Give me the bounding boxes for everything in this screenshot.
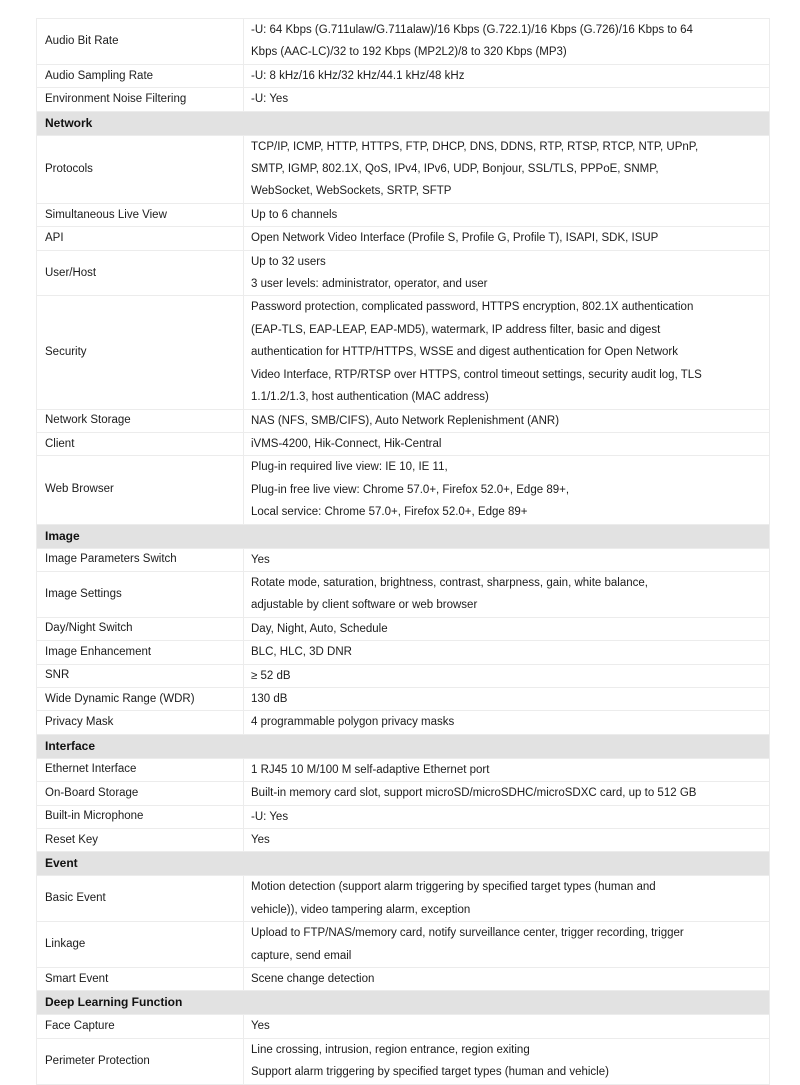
spec-row bbox=[37, 64, 769, 87]
spec-row bbox=[37, 432, 769, 455]
spec-value-line: capture, send email bbox=[251, 949, 352, 962]
spec-value-line: 130 dB bbox=[251, 692, 288, 705]
spec-label: Image Parameters Switch bbox=[37, 549, 244, 571]
spec-label: Simultaneous Live View bbox=[37, 204, 244, 226]
section-header-row bbox=[37, 851, 769, 875]
spec-value-line: authentication for HTTP/HTTPS, WSSE and digest authentication for Open Network bbox=[251, 346, 678, 359]
section-header-label: Image bbox=[45, 528, 80, 543]
spec-value bbox=[244, 88, 769, 110]
spec-row bbox=[37, 203, 769, 226]
spec-row bbox=[37, 710, 769, 733]
spec-row bbox=[37, 664, 769, 687]
spec-value bbox=[244, 829, 769, 851]
spec-value-line: 1 RJ45 10 M/100 M self-adaptive Ethernet port bbox=[251, 763, 490, 776]
spec-label: Audio Sampling Rate bbox=[37, 65, 244, 87]
section-header-row bbox=[37, 111, 769, 135]
spec-row bbox=[37, 19, 769, 64]
spec-value-line: Motion detection (support alarm triggering by specified target types (human and bbox=[251, 881, 656, 894]
spec-label: Basic Event bbox=[37, 876, 244, 921]
spec-row bbox=[37, 758, 769, 781]
spec-table bbox=[36, 18, 770, 1085]
spec-label: Ethernet Interface bbox=[37, 759, 244, 781]
spec-row bbox=[37, 967, 769, 990]
spec-label: Wide Dynamic Range (WDR) bbox=[37, 688, 244, 710]
spec-row bbox=[37, 875, 769, 921]
spec-value bbox=[244, 227, 769, 249]
spec-value-line: Video Interface, RTP/RTSP over HTTPS, control timeout settings, security audit log, TLS bbox=[251, 368, 702, 381]
spec-value-line: Up to 6 channels bbox=[251, 208, 338, 221]
spec-label: Perimeter Protection bbox=[37, 1039, 244, 1084]
spec-label: Image Settings bbox=[37, 572, 244, 617]
spec-label: API bbox=[37, 227, 244, 249]
spec-value bbox=[244, 1039, 769, 1084]
spec-label: Image Enhancement bbox=[37, 641, 244, 663]
spec-label: Client bbox=[37, 433, 244, 455]
section-header-label: Network bbox=[45, 115, 93, 130]
spec-label: Network Storage bbox=[37, 410, 244, 432]
spec-value bbox=[244, 204, 769, 226]
spec-row bbox=[37, 409, 769, 432]
spec-label: Web Browser bbox=[37, 456, 244, 523]
spec-row bbox=[37, 828, 769, 851]
spec-value-line: ≥ 52 dB bbox=[251, 669, 291, 682]
spec-label: Audio Bit Rate bbox=[37, 19, 244, 64]
spec-value-line: Yes bbox=[251, 1020, 270, 1033]
spec-value-line: Yes bbox=[251, 834, 270, 846]
spec-value bbox=[244, 572, 769, 617]
spec-value bbox=[244, 782, 769, 804]
section-header-label: Event bbox=[45, 856, 78, 871]
spec-row bbox=[37, 455, 769, 523]
spec-label: User/Host bbox=[37, 251, 244, 296]
spec-label: Privacy Mask bbox=[37, 711, 244, 733]
spec-value-line: 1.1/1.2/1.3, host authentication (MAC address) bbox=[251, 391, 489, 404]
spec-value bbox=[244, 1015, 769, 1037]
section-header-label: Interface bbox=[45, 738, 96, 753]
spec-value bbox=[244, 665, 769, 687]
spec-value-line: WebSocket, WebSockets, SRTP, SFTP bbox=[251, 185, 452, 198]
spec-row bbox=[37, 250, 769, 296]
spec-row bbox=[37, 226, 769, 249]
spec-value bbox=[244, 876, 769, 921]
spec-row bbox=[37, 135, 769, 203]
section-header-label: Deep Learning Function bbox=[45, 995, 183, 1010]
spec-value bbox=[244, 922, 769, 967]
section-header-row bbox=[37, 990, 769, 1014]
spec-value bbox=[244, 968, 769, 990]
spec-label: Security bbox=[37, 296, 244, 408]
spec-value-line: vehicle)), video tampering alarm, exception bbox=[251, 903, 471, 916]
spec-value-line: Kbps (AAC-LC)/32 to 192 Kbps (MP2L2)/8 to 320 Kbps (MP3) bbox=[251, 46, 567, 59]
spec-value-line: adjustable by client software or web browser bbox=[251, 599, 478, 612]
spec-value bbox=[244, 641, 769, 663]
spec-value-line: (EAP-TLS, EAP-LEAP, EAP-MD5), watermark, IP address filter, basic and digest bbox=[251, 323, 661, 336]
spec-value bbox=[244, 410, 769, 432]
spec-label: Day/Night Switch bbox=[37, 618, 244, 640]
section-header-row bbox=[37, 734, 769, 758]
spec-value bbox=[244, 759, 769, 781]
spec-label: Linkage bbox=[37, 922, 244, 967]
spec-value-line: Support alarm triggering by specified target types (human and vehicle) bbox=[251, 1066, 609, 1079]
spec-value-line: Day, Night, Auto, Schedule bbox=[251, 622, 388, 635]
spec-label: On-Board Storage bbox=[37, 782, 244, 804]
spec-value bbox=[244, 65, 769, 87]
spec-row bbox=[37, 1014, 769, 1037]
spec-value-line: Password protection, complicated password, HTTPS encryption, 802.1X authentication bbox=[251, 301, 694, 314]
spec-value-line: TCP/IP, ICMP, HTTP, HTTPS, FTP, DHCP, DNS, DDNS, RTP, RTSP, RTCP, NTP, UPnP, bbox=[251, 140, 699, 153]
spec-value bbox=[244, 296, 769, 408]
spec-value-line: BLC, HLC, 3D DNR bbox=[251, 646, 352, 659]
spec-value-line: Up to 32 users bbox=[251, 255, 326, 268]
spec-value-line: Plug-in free live view: Chrome 57.0+, Firefox 52.0+, Edge 89+, bbox=[251, 483, 570, 496]
spec-value-line: Scene change detection bbox=[251, 973, 375, 986]
spec-label: Face Capture bbox=[37, 1015, 244, 1037]
spec-row bbox=[37, 687, 769, 710]
spec-label: Smart Event bbox=[37, 968, 244, 990]
spec-row bbox=[37, 921, 769, 967]
spec-value bbox=[244, 711, 769, 733]
spec-label: Environment Noise Filtering bbox=[37, 88, 244, 110]
spec-value bbox=[244, 688, 769, 710]
spec-value bbox=[244, 433, 769, 455]
spec-value bbox=[244, 806, 769, 828]
spec-value-line: -U: Yes bbox=[251, 810, 289, 823]
spec-value-line: -U: 64 Kbps (G.711ulaw/G.711alaw)/16 Kbps (G.722.1)/16 Kbps (G.726)/16 Kbps to 64 bbox=[251, 24, 693, 36]
spec-value bbox=[244, 549, 769, 571]
spec-value-line: Plug-in required live view: IE 10, IE 11, bbox=[251, 461, 448, 474]
spec-value-line: Built-in memory card slot, support microSD/microSDHC/microSDXC card, up to 512 GB bbox=[251, 787, 697, 800]
spec-value-line: 4 programmable polygon privacy masks bbox=[251, 716, 455, 729]
spec-value-line: SMTP, IGMP, 802.1X, QoS, IPv4, IPv6, UDP, Bonjour, SSL/TLS, PPPoE, SNMP, bbox=[251, 163, 659, 176]
spec-row bbox=[37, 295, 769, 408]
spec-value-line: iVMS-4200, Hik-Connect, Hik-Central bbox=[251, 437, 442, 450]
spec-value-line: Local service: Chrome 57.0+, Firefox 52.0+, Edge 89+ bbox=[251, 506, 528, 519]
spec-value-line: Yes bbox=[251, 553, 270, 566]
spec-value-line: Rotate mode, saturation, brightness, contrast, sharpness, gain, white balance, bbox=[251, 576, 648, 589]
spec-value-line: Line crossing, intrusion, region entrance, region exiting bbox=[251, 1043, 530, 1056]
spec-value-line: Open Network Video Interface (Profile S, Profile G, Profile T), ISAPI, SDK, ISUP bbox=[251, 232, 659, 245]
spec-value-line: 3 user levels: administrator, operator, and user bbox=[251, 278, 488, 291]
spec-row bbox=[37, 781, 769, 804]
spec-row bbox=[37, 805, 769, 828]
spec-value-line: Upload to FTP/NAS/memory card, notify surveillance center, trigger recording, trigger bbox=[251, 927, 684, 940]
spec-label: Protocols bbox=[37, 136, 244, 203]
section-header-row bbox=[37, 524, 769, 548]
spec-row bbox=[37, 571, 769, 617]
spec-value-line: -U: Yes bbox=[251, 93, 289, 106]
spec-value bbox=[244, 136, 769, 203]
spec-label: Reset Key bbox=[37, 829, 244, 851]
spec-row bbox=[37, 87, 769, 110]
spec-value-line: -U: 8 kHz/16 kHz/32 kHz/44.1 kHz/48 kHz bbox=[251, 69, 465, 82]
spec-label: Built-in Microphone bbox=[37, 806, 244, 828]
spec-value bbox=[244, 456, 769, 523]
spec-value-line: NAS (NFS, SMB/CIFS), Auto Network Replenishment (ANR) bbox=[251, 414, 560, 427]
spec-value bbox=[244, 19, 769, 64]
spec-value bbox=[244, 251, 769, 296]
spec-row bbox=[37, 640, 769, 663]
spec-row bbox=[37, 1038, 769, 1084]
spec-label: SNR bbox=[37, 665, 244, 687]
spec-row bbox=[37, 548, 769, 571]
spec-value bbox=[244, 618, 769, 640]
spec-row bbox=[37, 617, 769, 640]
